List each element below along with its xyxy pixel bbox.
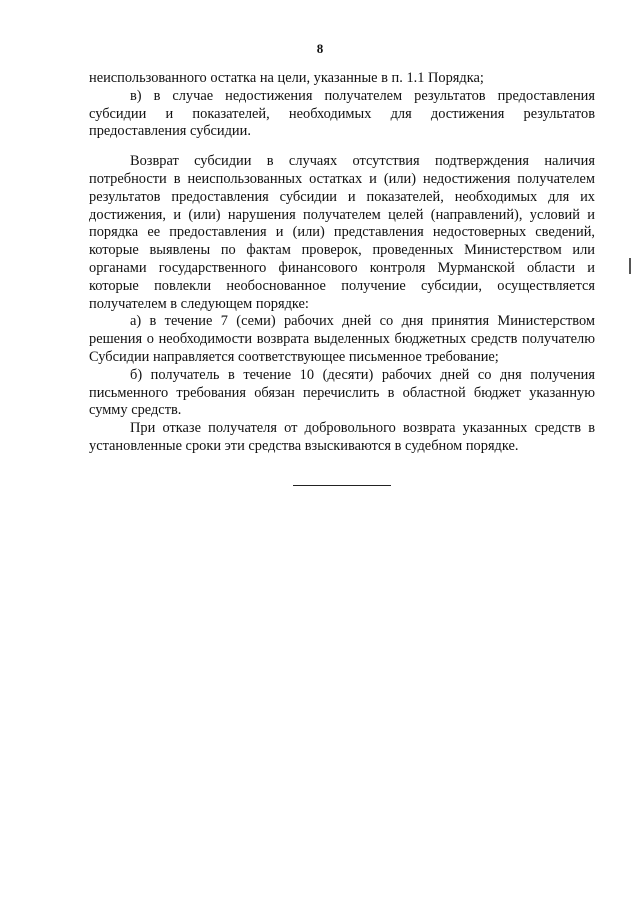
- document-body: [89, 70, 595, 456]
- page-number: 8: [316, 41, 324, 56]
- paragraph-item-v: в) в случае недостижения получателем результатов предоставления субсидии и показателей, необходимых для достижения результатов предоставления субсидии.: [89, 87, 595, 140]
- paragraph-refusal: При отказе получателя от добровольного возврата указанных средств в установленные сроки эти средства взыскиваются в судебном порядке.: [89, 420, 595, 454]
- paragraph-item-b: б) получатель в течение 10 (десяти) рабочих дней со дня получения письменного требования обязан перечислить в областной бюджет указанную сумму средств.: [89, 366, 595, 419]
- scan-artifact-mark: [629, 258, 631, 274]
- paragraph-item-a: а) в течение 7 (семи) рабочих дней со дня принятия Министерством решения о необходимости возврата выделенных бюджетных средств получателю Субсидии направляется соответствующее письменное требование;: [89, 313, 595, 365]
- paragraph-refund-procedure: Возврат субсидии в случаях отсутствия подтверждения наличия потребности в неиспользованных остатках и (или) недостижения получателем результатов предоставления субсидии и показателей, необходимых для их достижения, и (или) нарушения получателем целей (направлений), условий и порядка ее предоставления и (или) представления недостоверных сведений, которые выявлены по фактам проверок, проведенных Министерством или органами государственного финансового контроля Мурманской области и которые повлекли необоснованное получение субсидии, осуществляется получателем в следующем порядке:: [89, 153, 595, 312]
- end-of-text-rule: [293, 485, 391, 486]
- paragraph-remaining-balance: неиспользованного остатка на цели, указанные в п. 1.1 Порядка;: [89, 70, 484, 86]
